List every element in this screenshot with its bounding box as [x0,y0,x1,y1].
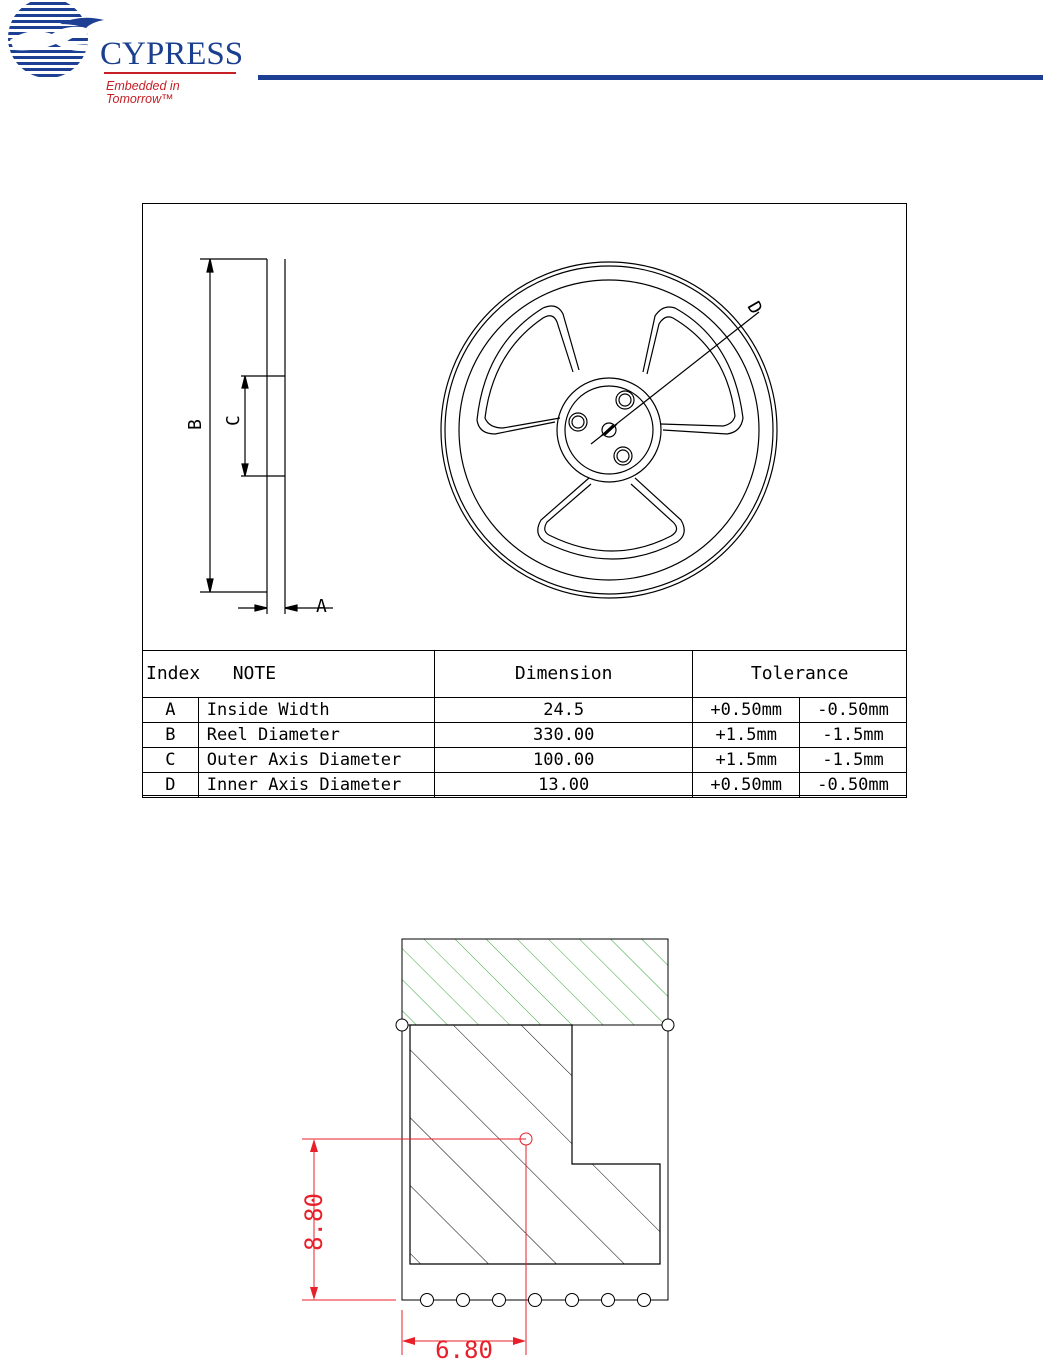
cover-tape-area [402,939,668,1025]
header-dimension: Dimension [435,651,693,698]
row-note: Inside Width [198,698,434,723]
reel-spec-sheet [142,203,907,796]
corner-hole-right [662,1019,674,1031]
sprocket-hole [493,1294,506,1307]
row-tol-minus: -0.50mm [800,773,907,798]
row-tol-plus: +1.5mm [693,748,800,773]
table-row [143,773,907,798]
row-tol-minus: -1.5mm [800,748,907,773]
sprocket-hole [457,1294,470,1307]
header-tolerance: Tolerance [693,651,907,698]
row-tol-plus: +1.5mm [693,723,800,748]
cypress-logo [0,0,250,106]
dim-vertical-label: 8.80 [300,1193,328,1251]
label-a: A [316,596,327,617]
row-tol-minus: -0.50mm [800,698,907,723]
row-tol-plus: +0.50mm [693,773,800,798]
row-index: C [143,748,199,773]
header-index-note [143,651,435,698]
label-c: C [223,415,244,426]
sprocket-hole [602,1294,615,1307]
table-row [143,698,907,723]
row-tol-minus: -1.5mm [800,723,907,748]
brand-name: CYPRESS [100,36,244,72]
row-dimension: 24.5 [435,698,693,723]
reel-drawing [143,204,908,650]
label-b: B [185,419,206,430]
label-d: D [742,298,767,318]
dim-horizontal-label: 6.80 [435,1336,493,1360]
row-index: D [143,773,199,798]
header-rule [258,75,1043,80]
brand-tagline: Embedded in Tomorrow™ [106,79,180,106]
sprocket-hole [638,1294,651,1307]
tape-orientation-drawing [290,930,690,1360]
row-tol-plus: +0.50mm [693,698,800,723]
table-row [143,748,907,773]
row-dimension: 13.00 [435,773,693,798]
table-row [143,723,907,748]
row-index: A [143,698,199,723]
sprocket-hole [421,1294,434,1307]
corner-hole-left [396,1019,408,1031]
header-note: NOTE [232,663,277,684]
row-note: Reel Diameter [198,723,434,748]
row-dimension: 330.00 [435,723,693,748]
sprocket-hole [566,1294,579,1307]
row-dimension: 100.00 [435,748,693,773]
reel-spec-table [142,650,907,798]
row-index: B [143,723,199,748]
component-body [410,1025,660,1264]
sprocket-hole [529,1294,542,1307]
row-note: Inner Axis Diameter [198,773,434,798]
header-index: Index [146,663,201,684]
row-note: Outer Axis Diameter [198,748,434,773]
